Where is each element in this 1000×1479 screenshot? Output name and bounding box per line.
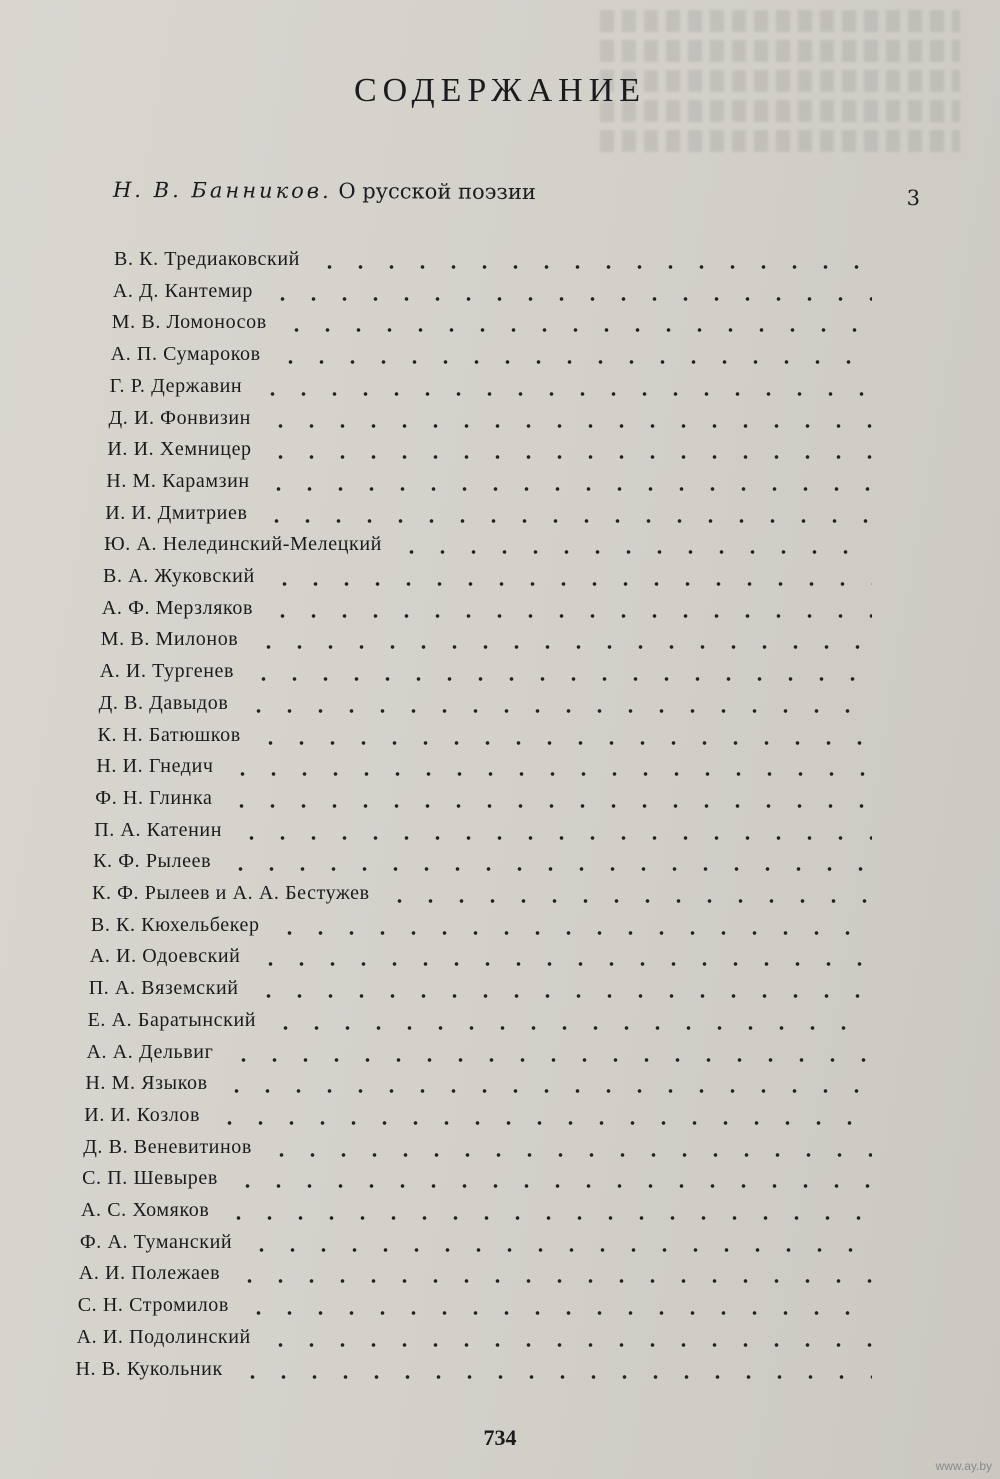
toc-entry-name: А. П. Сумароков <box>110 343 261 366</box>
leader-dots <box>265 434 872 464</box>
toc-entry-name: Ю. А. Нелединский-Мелецкий <box>104 533 382 556</box>
leader-dots <box>270 1005 872 1035</box>
toc-entry-name: П. А. Катенин <box>94 818 223 841</box>
leader-dots <box>221 1068 872 1098</box>
leader-dots <box>257 371 872 401</box>
leader-dots <box>232 1163 872 1193</box>
leader-dots <box>265 1322 872 1352</box>
intro-entry <box>113 178 928 212</box>
toc-entry <box>102 593 253 623</box>
toc-entry-name: С. П. Шевырев <box>82 1167 218 1190</box>
leader-dots <box>255 720 872 750</box>
toc-entry-name: А. И. Одоевский <box>89 945 241 968</box>
leader-dots <box>243 688 872 718</box>
toc-entry <box>101 624 239 654</box>
toc-entry <box>114 244 300 274</box>
toc-entry <box>84 1100 200 1130</box>
leader-dots <box>314 244 872 274</box>
toc-entry-name: Д. И. Фонвизин <box>108 406 251 429</box>
toc-entry <box>90 941 241 971</box>
toc-entry-name: К. Ф. Рылеев <box>93 850 212 873</box>
toc-entry <box>78 1290 229 1320</box>
leader-dots <box>227 751 872 781</box>
toc-entry <box>94 815 222 845</box>
toc-entry-name: Е. А. Баратынский <box>87 1008 257 1031</box>
intro-page-number: 3 <box>906 186 921 211</box>
toc-entry-name: Н. М. Языков <box>85 1072 208 1095</box>
toc-entry <box>92 878 370 908</box>
toc-entry-name: И. И. Хемницер <box>107 438 252 461</box>
toc-entry <box>107 434 251 464</box>
toc-entry-name: А. Ф. Мерзляков <box>101 596 253 619</box>
toc-entry <box>110 371 243 401</box>
toc-entry-name: Г. Р. Державин <box>109 374 243 397</box>
toc-entry <box>93 846 211 876</box>
toc-entry <box>99 688 229 718</box>
leader-dots <box>269 561 872 591</box>
page-title: СОДЕРЖАНИЕ <box>353 72 647 109</box>
toc-entry-name: В. К. Тредиаковский <box>114 248 300 270</box>
toc-entry <box>77 1322 251 1352</box>
leader-dots <box>223 1195 872 1225</box>
toc-entry <box>87 1037 214 1067</box>
leader-dots <box>253 973 872 1003</box>
toc-entry-name: И. И. Козлов <box>84 1103 201 1126</box>
toc-entry-name: А. И. Полежаев <box>78 1262 221 1285</box>
leader-dots <box>214 1100 872 1130</box>
toc-entry <box>105 498 247 528</box>
leader-dots <box>266 1132 872 1162</box>
toc-entry-name: П. А. Вяземский <box>88 977 239 1000</box>
toc-entry-name: В. А. Жуковский <box>103 565 255 587</box>
toc-entry <box>106 466 249 496</box>
toc-entry-name: М. В. Ломоносов <box>111 311 267 334</box>
toc-entry-name: М. В. Милонов <box>100 628 239 651</box>
leader-dots <box>234 1258 872 1288</box>
toc-entry <box>96 751 213 781</box>
toc-entry <box>82 1163 218 1193</box>
toc-entry-name: Н. И. Гнедич <box>96 755 214 778</box>
toc-entry-name: Д. В. Веневитинов <box>83 1135 252 1158</box>
toc-entry-name: В. К. Кюхельбекер <box>90 913 260 936</box>
leader-dots <box>246 1227 872 1257</box>
intro-author: Н. В. Банников. <box>112 177 332 204</box>
toc-entry-name: Н. В. Кукольник <box>75 1357 223 1380</box>
folio-page-number: 734 <box>483 1425 517 1450</box>
toc-entry <box>109 403 251 433</box>
toc-entry-name: А. Д. Кантемир <box>112 279 254 302</box>
leader-dots <box>237 1354 872 1384</box>
leader-dots <box>396 529 872 559</box>
leader-dots <box>228 1037 872 1067</box>
intro-title: О русской поэзии <box>338 179 536 205</box>
leader-dots <box>384 878 872 908</box>
toc-entry <box>91 910 260 940</box>
toc-entry <box>85 1068 207 1098</box>
toc-entry <box>113 276 253 306</box>
leader-dots <box>275 339 872 369</box>
toc-entry <box>88 1005 256 1035</box>
leader-dots <box>267 593 872 623</box>
toc-entry <box>89 973 239 1003</box>
leader-dots <box>265 403 872 433</box>
leader-dots <box>253 624 872 654</box>
leader-dots <box>274 910 872 940</box>
toc-entry-name: К. Ф. Рылеев и А. А. Бестужев <box>92 882 370 904</box>
leader-dots <box>243 1290 872 1320</box>
leader-dots <box>281 307 872 337</box>
leader-dots <box>263 466 872 496</box>
toc-entry-name: Ф. Н. Глинка <box>95 786 213 809</box>
leader-dots <box>267 276 872 306</box>
toc-entry-name: С. Н. Стромилов <box>77 1294 229 1317</box>
leader-dots <box>248 656 872 686</box>
toc-entry <box>79 1258 220 1288</box>
toc-entry-name: Ф. А. Туманский <box>79 1230 233 1253</box>
leader-dots <box>255 941 872 971</box>
leader-dots <box>261 498 872 528</box>
toc-entry <box>112 307 267 337</box>
toc-entry <box>103 561 255 591</box>
toc-entry <box>76 1354 223 1384</box>
toc-entry-name: А. С. Хомяков <box>81 1199 210 1221</box>
leader-dots <box>236 815 872 845</box>
toc-entry <box>98 720 241 750</box>
toc-entry-name: А. И. Подолинский <box>76 1325 251 1348</box>
toc-entry-name: К. Н. Батюшков <box>97 723 241 746</box>
toc-entry <box>80 1227 232 1257</box>
toc-entry <box>83 1132 252 1162</box>
toc-entry-name: А. А. Дельвиг <box>86 1040 214 1063</box>
site-watermark: www.ay.by <box>935 1459 992 1473</box>
toc-entry <box>81 1195 209 1225</box>
toc-entry <box>104 529 382 559</box>
toc-entry-name: А. И. Тургенев <box>99 660 235 683</box>
toc-entry <box>100 656 234 686</box>
toc-entry <box>95 783 212 813</box>
leader-dots <box>226 783 872 813</box>
toc-entry-name: Д. В. Давыдов <box>98 691 229 714</box>
leader-dots <box>225 846 872 876</box>
toc-entry-name: Н. М. Карамзин <box>106 469 250 492</box>
toc-entry-name: И. И. Дмитриев <box>105 501 248 524</box>
toc-entry <box>111 339 261 369</box>
